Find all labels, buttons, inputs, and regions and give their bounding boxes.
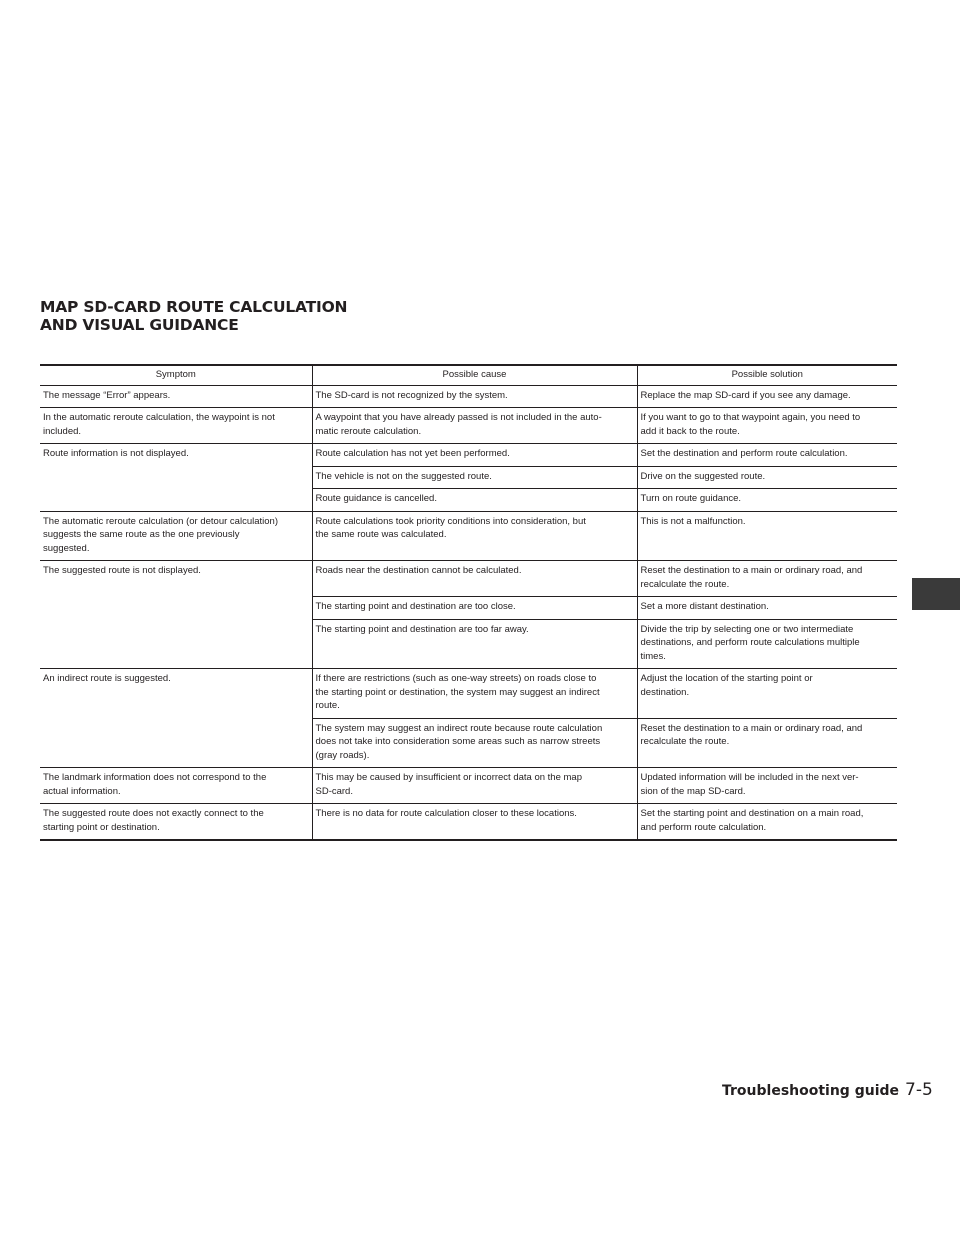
troubleshooting-table [40, 364, 897, 841]
solution-text: destinations, and perform route calculations multiple [640, 637, 860, 648]
solution-cell [637, 768, 897, 804]
heading-line-2: AND VISUAL GUIDANCE [40, 316, 239, 334]
heading-line-1: MAP SD-CARD ROUTE CALCULATION [40, 298, 348, 316]
symptom-text: Route information is not displayed. [43, 448, 189, 459]
cause-text: This may be caused by insufficient or incorrect data on the map [315, 772, 582, 783]
cause-text: Route calculation has not yet been performed. [315, 448, 510, 459]
cause-cell [312, 385, 637, 408]
table-body [40, 385, 897, 840]
symptom-cell [40, 385, 312, 408]
solution-text: If you want to go to that waypoint again, you need to [640, 412, 861, 423]
cause-text: If there are restrictions (such as one-way streets) on roads close to [315, 673, 597, 684]
symptom-cell [40, 804, 312, 841]
cause-text: SD-card. [315, 785, 353, 797]
cause-cell [312, 444, 637, 467]
footer-page-number: 7-5 [905, 1080, 933, 1100]
cause-cell [312, 619, 637, 669]
symptom-cell [40, 511, 312, 561]
table-row [40, 385, 897, 408]
solution-text: Reset the destination to a main or ordinary road, and [640, 565, 863, 576]
cause-text: the same route was calculated. [315, 529, 447, 540]
symptom-text: actual information. [43, 785, 121, 797]
table-row [40, 444, 897, 467]
solution-text: and perform route calculation. [640, 821, 767, 833]
symptom-cell [40, 408, 312, 444]
solution-cell [637, 408, 897, 444]
table-row [40, 561, 897, 597]
symptom-cell [40, 561, 312, 669]
cause-cell [312, 408, 637, 444]
solution-text: Reset the destination to a main or ordinary road, and [640, 722, 863, 734]
solution-cell [637, 489, 897, 512]
symptom-text: The suggested route does not exactly connect to the [43, 808, 264, 819]
symptom-cell [40, 768, 312, 804]
solution-text: Divide the trip by selecting one or two intermediate [640, 623, 854, 635]
header-possible-solution: Possible solution [637, 365, 897, 385]
page-footer [722, 1080, 933, 1100]
solution-text: Turn on route guidance. [640, 493, 742, 504]
solution-text: recalculate the route. [640, 578, 730, 590]
header-symptom: Symptom [40, 365, 312, 385]
solution-cell [637, 385, 897, 408]
symptom-text: In the automatic reroute calculation, the waypoint is not [43, 412, 275, 423]
cause-text: the starting point or destination, the system may suggest an indirect [315, 686, 600, 698]
cause-text: The vehicle is not on the suggested route. [315, 470, 492, 482]
cause-text: The SD-card is not recognized by the system. [315, 389, 508, 401]
solution-text: Updated information will be included in the next ver- [640, 772, 859, 783]
solution-cell [637, 669, 897, 719]
cause-text: Route calculations took priority conditions into consideration, but [315, 515, 586, 527]
solution-text: This is not a malfunction. [640, 515, 746, 527]
solution-cell [637, 511, 897, 561]
solution-cell [637, 718, 897, 768]
symptom-text: The automatic reroute calculation (or detour calculation) [43, 515, 278, 527]
cause-text: (gray roads). [315, 749, 370, 761]
cause-cell [312, 561, 637, 597]
symptom-cell [40, 444, 312, 512]
cause-text: There is no data for route calculation closer to these locations. [315, 808, 577, 819]
solution-cell [637, 444, 897, 467]
solution-text: Set the destination and perform route calculation. [640, 448, 848, 459]
cause-text: does not take into consideration some areas such as narrow streets [315, 736, 601, 747]
symptom-text: included. [43, 425, 82, 437]
solution-text: Drive on the suggested route. [640, 470, 766, 482]
solution-cell [637, 619, 897, 669]
solution-text: Set the starting point and destination on a main road, [640, 808, 864, 819]
solution-cell [637, 804, 897, 841]
table-row [40, 669, 897, 719]
cause-text: The starting point and destination are too close. [315, 601, 516, 612]
cause-cell [312, 511, 637, 561]
symptom-text: starting point or destination. [43, 821, 160, 833]
table-row [40, 408, 897, 444]
cause-text: The starting point and destination are too far away. [315, 623, 529, 635]
cause-text: matic reroute calculation. [315, 425, 422, 437]
symptom-text: The landmark information does not correspond to the [43, 772, 267, 783]
footer-section-title: Troubleshooting guide [722, 1083, 900, 1099]
solution-text: Replace the map SD-card if you see any damage. [640, 389, 851, 401]
section-heading [40, 298, 347, 334]
symptom-text: An indirect route is suggested. [43, 673, 171, 684]
cause-cell [312, 597, 637, 620]
table-row [40, 768, 897, 804]
chapter-tab [912, 578, 960, 610]
solution-text: sion of the map SD-card. [640, 785, 746, 797]
solution-text: recalculate the route. [640, 736, 730, 747]
cause-cell [312, 804, 637, 841]
cause-text: Roads near the destination cannot be calculated. [315, 565, 522, 576]
cause-text: route. [315, 700, 340, 711]
solution-cell [637, 561, 897, 597]
symptom-text: The suggested route is not displayed. [43, 565, 201, 576]
solution-cell [637, 597, 897, 620]
solution-text: destination. [640, 686, 690, 698]
cause-text: The system may suggest an indirect route because route calculation [315, 722, 603, 734]
symptom-text: The message “Error” appears. [43, 389, 171, 401]
table-row [40, 511, 897, 561]
cause-text: A waypoint that you have already passed is not included in the auto- [315, 412, 602, 423]
cause-text: Route guidance is cancelled. [315, 493, 437, 504]
table-header-row [40, 365, 897, 385]
header-possible-cause: Possible cause [312, 365, 637, 385]
symptom-cell [40, 669, 312, 768]
solution-text: Adjust the location of the starting point or [640, 673, 813, 684]
solution-text: add it back to the route. [640, 425, 740, 437]
cause-cell [312, 489, 637, 512]
cause-cell [312, 768, 637, 804]
symptom-text: suggests the same route as the one previously [43, 529, 240, 540]
symptom-text: suggested. [43, 542, 90, 554]
cause-cell [312, 466, 637, 489]
solution-cell [637, 466, 897, 489]
solution-text: times. [640, 650, 666, 662]
cause-cell [312, 669, 637, 719]
solution-text: Set a more distant destination. [640, 601, 769, 612]
table-row [40, 804, 897, 841]
cause-cell [312, 718, 637, 768]
